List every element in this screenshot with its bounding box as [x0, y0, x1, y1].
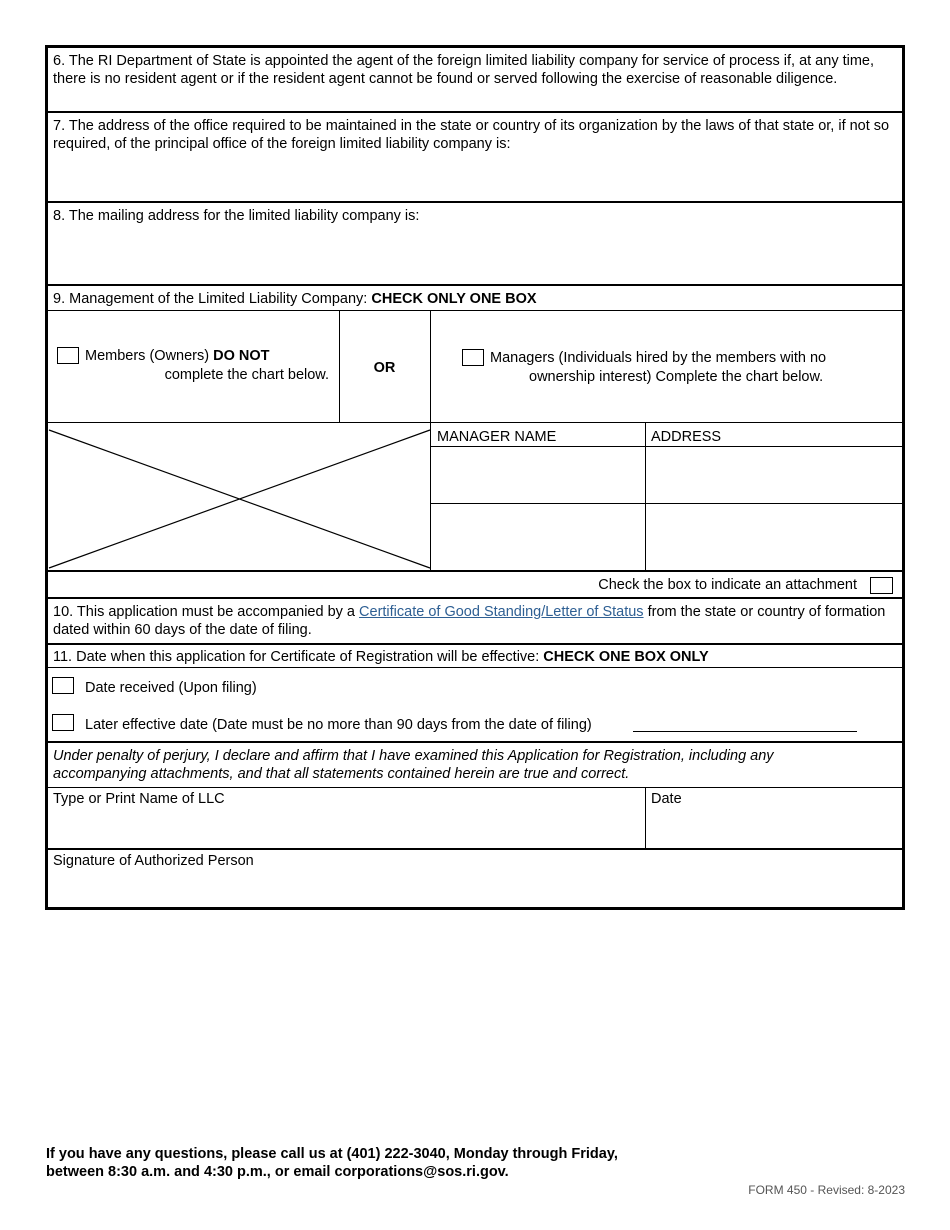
date-received-label: Date received (Upon filing)	[85, 680, 257, 696]
column-header-address: ADDRESS	[651, 429, 722, 445]
attachment-checkbox[interactable]	[870, 577, 893, 594]
attachment-label: Check the box to indicate an attachment	[598, 577, 857, 593]
llc-name-label: Type or Print Name of LLC	[53, 791, 225, 807]
mailing-address-field[interactable]	[48, 228, 902, 283]
principal-office-address-field[interactable]	[48, 152, 902, 200]
members-option-label: Members (Owners) DO NOT	[85, 348, 270, 364]
divider	[48, 570, 902, 572]
managers-checkbox[interactable]	[462, 349, 484, 366]
contact-info-line-1: If you have any questions, please call us at (401) 222-3040, Monday through Friday,	[46, 1146, 618, 1162]
effective-date-input-line[interactable]	[633, 731, 857, 732]
date-label: Date	[651, 791, 682, 807]
manager-address-field-2[interactable]	[646, 505, 902, 569]
divider	[645, 787, 646, 848]
llc-registration-form	[45, 45, 905, 910]
declaration-text: Under penalty of perjury, I declare and affirm that I have examined this Application for Registration, including any accompanying attachments, and that all statements contained herein are true and correct.	[53, 748, 774, 782]
or-label: OR	[373, 360, 396, 376]
date-received-checkbox[interactable]	[52, 677, 74, 694]
divider	[48, 597, 902, 599]
section-6-text: 6. The RI Department of State is appointed the agent of the foreign limited liability company for service of process if, at any time, there is no resident agent or if the resident agent cannot be found or served following the exercise of reasonable diligence.	[53, 53, 875, 87]
section-7-text: 7. The address of the office required to be maintained in the state or country of its organization by the laws of that state or, if not so required, of the principal office of the foreign limited liability company is:	[53, 118, 890, 152]
managers-option-line1: Managers (Individuals hired by the members with no	[490, 350, 827, 366]
section-9-instruction: CHECK ONLY ONE BOX	[371, 291, 537, 307]
divider	[48, 667, 902, 668]
contact-info-line-2: between 8:30 a.m. and 4:30 p.m., or email corporations@sos.ri.gov.	[46, 1164, 509, 1180]
divider	[48, 111, 902, 113]
manager-name-field-2[interactable]	[431, 505, 644, 569]
later-effective-date-checkbox[interactable]	[52, 714, 74, 731]
divider	[48, 310, 902, 311]
section-9-label: 9. Management of the Limited Liability Company: CHECK ONLY ONE BOX	[53, 291, 537, 307]
section-10-text: 10. This application must be accompanied by a Certificate of Good Standing/Letter of Status from the state or country of formation dated within 60 days of the date of filing.	[53, 604, 886, 638]
contact-info	[46, 1145, 618, 1181]
column-header-manager-name: MANAGER NAME	[437, 429, 557, 445]
divider	[48, 284, 902, 286]
members-option-note: complete the chart below.	[164, 367, 329, 383]
manager-address-field-1[interactable]	[646, 448, 902, 502]
signature-field[interactable]	[49, 872, 901, 908]
divider	[430, 503, 902, 504]
llc-name-field[interactable]	[49, 810, 644, 847]
divider	[430, 446, 902, 447]
divider	[48, 741, 902, 743]
signature-label: Signature of Authorized Person	[53, 853, 254, 869]
section-8-text: 8. The mailing address for the limited liability company is:	[53, 208, 420, 224]
certificate-of-good-standing-link[interactable]: Certificate of Good Standing/Letter of Status	[359, 604, 644, 620]
section-11-instruction: CHECK ONE BOX ONLY	[543, 649, 709, 665]
managers-option-line2: ownership interest) Complete the chart below.	[529, 369, 824, 385]
divider	[48, 787, 902, 788]
later-effective-date-label: Later effective date (Date must be no more than 90 days from the date of filing)	[85, 717, 592, 733]
form-number: FORM 450 - Revised: 8-2023	[748, 1183, 905, 1197]
divider	[48, 201, 902, 203]
date-field[interactable]	[647, 810, 902, 847]
manager-name-field-1[interactable]	[431, 448, 644, 502]
section-11-label: 11. Date when this application for Certificate of Registration will be effective: CHECK ONE BOX ONLY	[53, 649, 709, 665]
divider	[48, 848, 902, 850]
members-checkbox[interactable]	[57, 347, 79, 364]
divider	[48, 643, 902, 645]
crossed-out-area	[48, 423, 431, 571]
